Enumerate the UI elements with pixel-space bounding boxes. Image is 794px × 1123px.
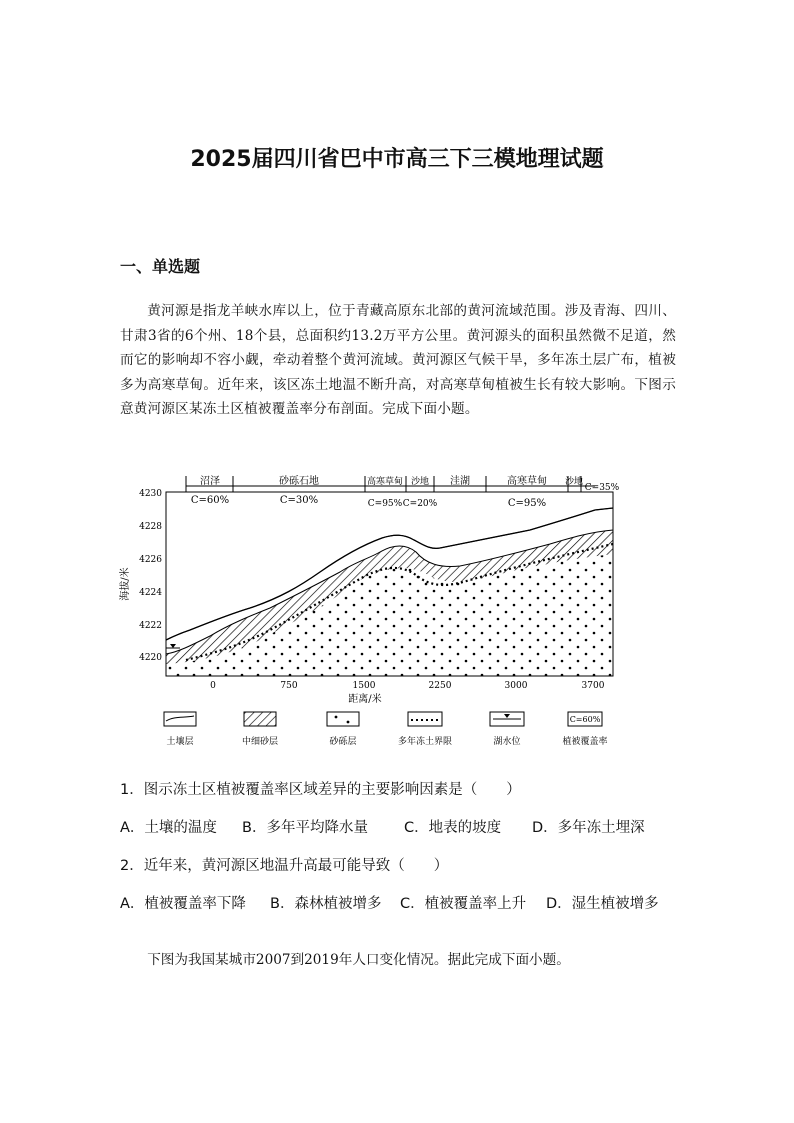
q2-option-d[interactable]: D．湿生植被增多: [546, 896, 659, 912]
zone-cover-6: C=95%: [507, 498, 547, 509]
y-axis-label: 海拔/米: [120, 567, 131, 601]
y-tick: 4224: [139, 588, 162, 598]
zone-label-4: 沙地: [410, 477, 430, 487]
q2-option-c[interactable]: C．植被覆盖率上升: [400, 896, 527, 912]
zone-label-5: 洼湖: [450, 476, 470, 487]
legend-permafrost: 多年冻土界限: [397, 737, 453, 747]
profile-figure: [120, 468, 630, 758]
legend: [164, 712, 608, 747]
q1-option-b[interactable]: B．多年平均降水量: [242, 820, 368, 836]
q1-option-a[interactable]: A．土壤的温度: [120, 820, 217, 836]
zone-cover-7: C=35%: [584, 483, 620, 493]
section-heading: 一、单选题: [120, 257, 201, 276]
zone-label-3: 高寒草甸: [366, 477, 404, 487]
q1-option-c[interactable]: C．地表的坡度: [404, 820, 502, 836]
legend-cover-sample: C=60%: [569, 715, 601, 724]
zone-label-6: 高寒草甸: [507, 476, 547, 487]
question-1-options: [120, 816, 645, 837]
y-tick: 4220: [139, 653, 162, 663]
question-2-options: [120, 892, 659, 913]
q2-option-a[interactable]: A．植被覆盖率下降: [120, 896, 246, 912]
x-tick: 2250: [428, 681, 452, 691]
zone-cover-1: C=60%: [190, 495, 230, 506]
zone-cover-3: C=95%: [367, 499, 403, 509]
x-tick: 3000: [504, 681, 528, 691]
zone-label-1: 沼泽: [200, 476, 220, 487]
x-axis-label: 距离/米: [348, 694, 382, 705]
x-tick: 0: [210, 681, 216, 691]
zone-label-2: 砂砾石地: [279, 476, 319, 487]
y-tick: 4228: [139, 522, 162, 532]
y-tick: 4226: [139, 555, 162, 565]
legend-cover: 植被覆盖率: [562, 737, 608, 747]
question-2: 2．近年来，黄河源区地温升高最可能导致（ ）: [120, 858, 449, 874]
y-tick: 4230: [139, 489, 162, 499]
page-title: 2025届四川省巴中市高三下三模地理试题: [190, 147, 604, 172]
zone-cover-2: C=30%: [279, 495, 319, 506]
x-tick: 3700: [581, 681, 605, 691]
zone-label-7: 沙地: [564, 477, 584, 487]
legend-fine-sand: 中细砂层: [241, 737, 279, 747]
legend-gravel: 砂砾层: [329, 737, 357, 747]
q2-option-b[interactable]: B．森林植被增多: [270, 896, 382, 912]
zone-cover-4: C=20%: [402, 499, 438, 509]
y-tick: 4222: [139, 621, 162, 631]
intro-paragraph-2: 下图为我国某城市2007到2019年人口变化情况。据此完成下面小题。: [147, 952, 570, 968]
question-1: 1．图示冻土区植被覆盖率区域差异的主要影响因素是（ ）: [120, 782, 521, 798]
legend-lake-level: 湖水位: [493, 737, 521, 747]
legend-soil: 土壤层: [166, 737, 194, 747]
x-tick: 1500: [352, 681, 376, 691]
q1-option-d[interactable]: D．多年冻土埋深: [532, 820, 645, 836]
x-tick: 750: [280, 681, 298, 691]
intro-paragraph: 黄河源是指龙羊峡水库以上，位于青藏高原东北部的黄河流域范围。涉及青海、四川、甘肃3省的6个州、18个县，总面积约13.2万平方公里。黄河源头的面积虽然微不足道，然而它的影响却不容小觑，牵动着整个黄河流域。黄河源区气候干旱，多年冻土层广布，植被多为高寒草甸。近年来，该区冻土地温不断升高，对高寒草甸植被生长有较大影响。下图示意黄河源区某冻土区植被覆盖率分布剖面。完成下面小题。: [120, 303, 676, 417]
